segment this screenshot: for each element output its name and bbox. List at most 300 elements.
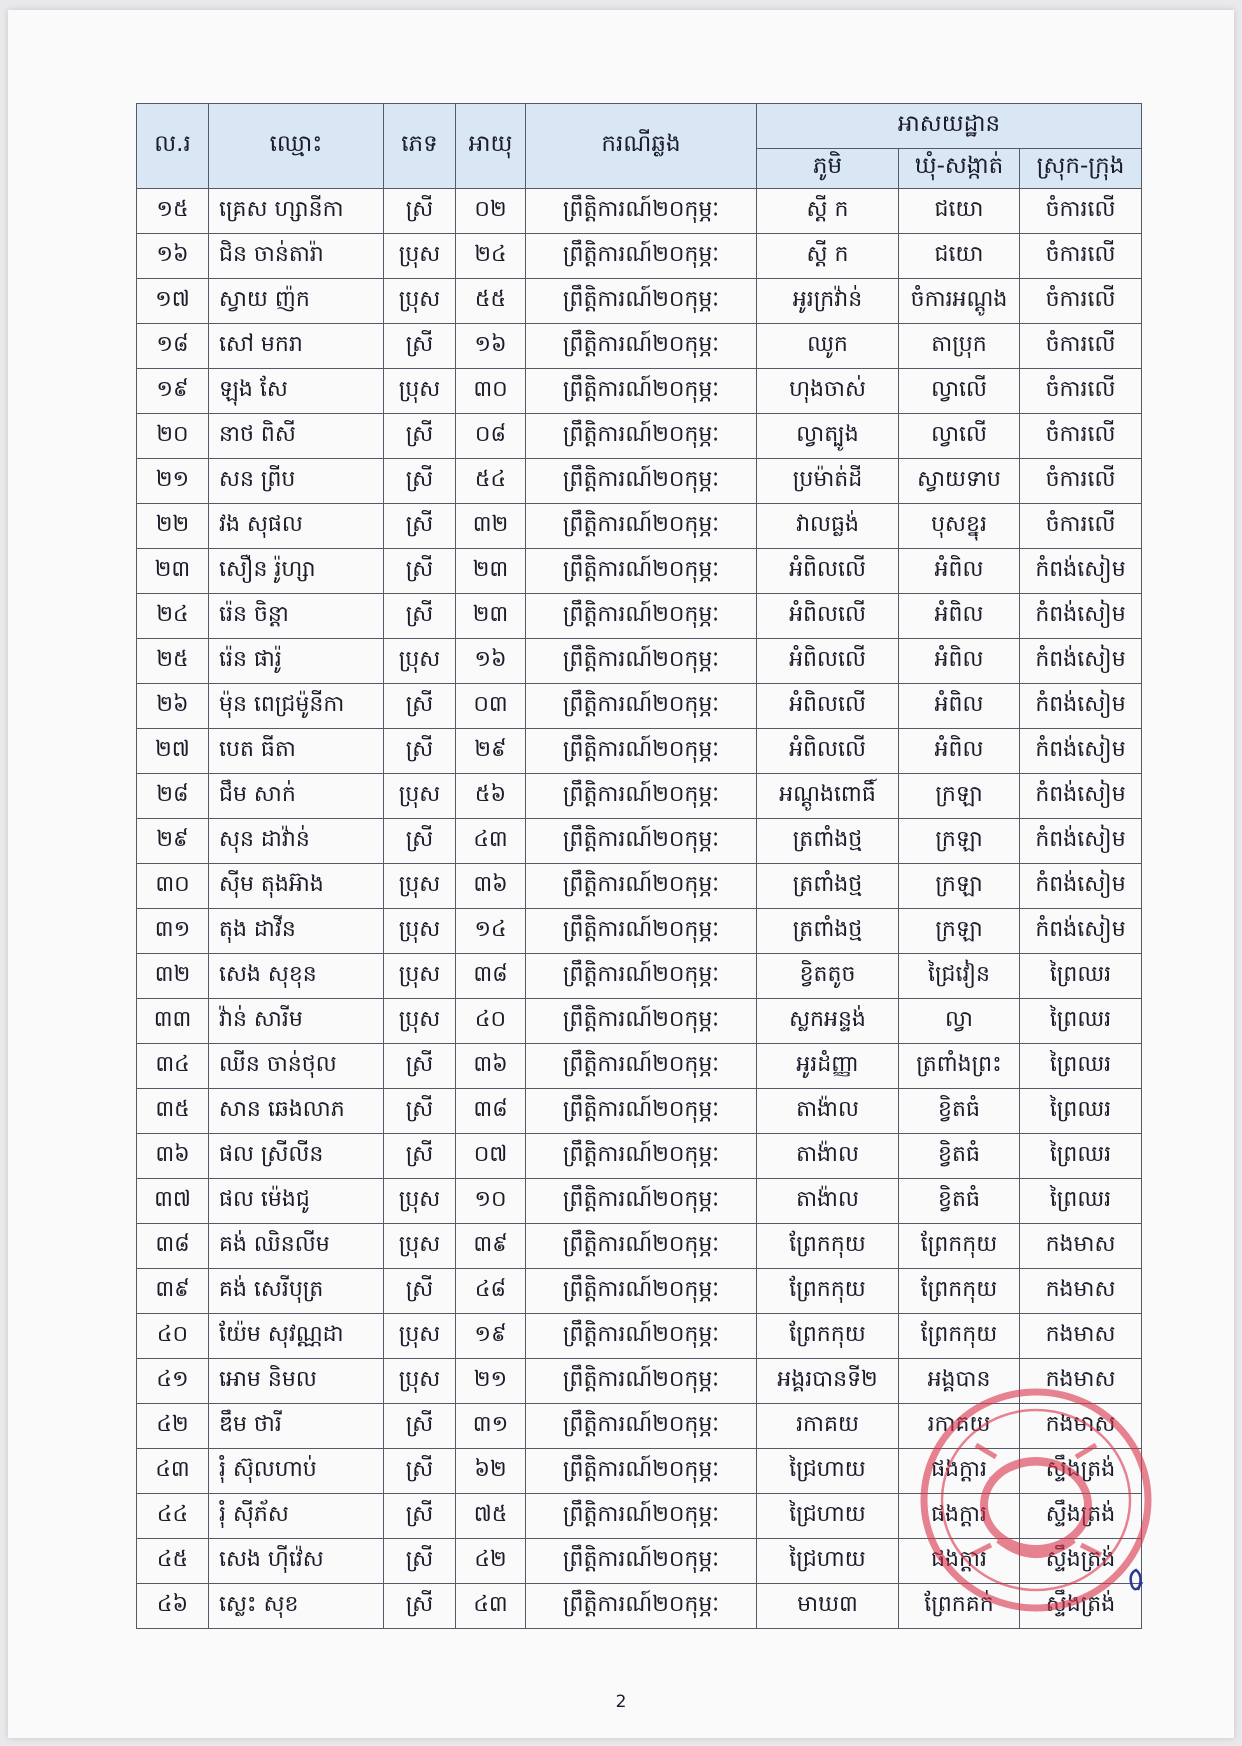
cell-case: ព្រឹត្តិការណ៍២០កុម្ភៈ [526, 999, 757, 1044]
document-page [8, 10, 1234, 1738]
cell-sex: ស្រី [384, 1494, 456, 1539]
cell-commune: ខ្វិតធំ [899, 1134, 1020, 1179]
cell-district: កងមាស [1020, 1269, 1142, 1314]
cell-commune: អំពិល [899, 549, 1020, 594]
cell-district: កងមាស [1020, 1224, 1142, 1269]
cell-age: ៤៨ [456, 1269, 526, 1314]
cell-commune: ល្វាលើ [899, 369, 1020, 414]
cell-village: អំពិលលើ [757, 729, 899, 774]
cell-age: ៣០ [456, 369, 526, 414]
cell-age: ៤៣ [456, 819, 526, 864]
cell-age: ៣១ [456, 1404, 526, 1449]
cell-commune: អំពិល [899, 594, 1020, 639]
cell-age: ២៤ [456, 234, 526, 279]
cell-no: ២១ [137, 459, 209, 504]
cell-case: ព្រឹត្តិការណ៍២០កុម្ភៈ [526, 1404, 757, 1449]
cell-sex: ស្រី [384, 1404, 456, 1449]
cell-district: ព្រៃឈរ [1020, 954, 1142, 999]
cell-district: កងមាស [1020, 1404, 1142, 1449]
cell-village: ត្រពាំងថ្ម [757, 819, 899, 864]
cell-case: ព្រឹត្តិការណ៍២០កុម្ភៈ [526, 1449, 757, 1494]
cell-no: ១៩ [137, 369, 209, 414]
cell-village: អំពិលលើ [757, 639, 899, 684]
table-row [137, 549, 1142, 594]
cell-district: ចំការលើ [1020, 189, 1142, 234]
cell-name: រ៉េន ផារ៉ូ [209, 639, 384, 684]
cell-village: ព្រែកកុយ [757, 1314, 899, 1359]
cell-village: វាលធ្លង់ [757, 504, 899, 549]
cell-no: ៣៩ [137, 1269, 209, 1314]
cell-case: ព្រឹត្តិការណ៍២០កុម្ភៈ [526, 594, 757, 639]
table-row [137, 324, 1142, 369]
cell-village: ព្រែកកុយ [757, 1269, 899, 1314]
cell-name: គ្រេស ហ្សានីកា [209, 189, 384, 234]
cell-no: ២៨ [137, 774, 209, 819]
cell-sex: ប្រុស [384, 369, 456, 414]
table-row [137, 369, 1142, 414]
table-row [137, 1179, 1142, 1224]
cell-name: វ៉ាន់ សារីម [209, 999, 384, 1044]
cell-name: បេត ធីតា [209, 729, 384, 774]
table-row [137, 639, 1142, 684]
cell-name: ឈីន ចាន់ថុល [209, 1044, 384, 1089]
cell-age: ៣៨ [456, 1089, 526, 1134]
cell-district: ចំការលើ [1020, 414, 1142, 459]
cell-commune: ស្វាយទាប [899, 459, 1020, 504]
cell-district: កំពង់សៀម [1020, 639, 1142, 684]
cell-commune: អង្គបាន [899, 1359, 1020, 1404]
table-row [137, 234, 1142, 279]
cell-commune: ក្រឡា [899, 819, 1020, 864]
cell-age: ៤២ [456, 1539, 526, 1584]
cell-name: គង់ ឈិនលីម [209, 1224, 384, 1269]
cell-case: ព្រឹត្តិការណ៍២០កុម្ភៈ [526, 1224, 757, 1269]
cell-age: ២១ [456, 1359, 526, 1404]
cell-no: ៣២ [137, 954, 209, 999]
cell-no: ៣៣ [137, 999, 209, 1044]
cell-age: ៣២ [456, 504, 526, 549]
cell-commune: អំពិល [899, 684, 1020, 729]
table-row [137, 1404, 1142, 1449]
cell-no: ៣៥ [137, 1089, 209, 1134]
cell-sex: ប្រុស [384, 954, 456, 999]
cell-sex: ស្រី [384, 324, 456, 369]
cell-commune: ជ្រៃវៀន [899, 954, 1020, 999]
cell-age: ០៣ [456, 684, 526, 729]
cell-village: អំពិលលើ [757, 594, 899, 639]
cell-district: កំពង់សៀម [1020, 729, 1142, 774]
cell-village: ឈូក [757, 324, 899, 369]
cell-name: ជឹម សាក់ [209, 774, 384, 819]
cell-no: ៤៥ [137, 1539, 209, 1584]
cell-case: ព្រឹត្តិការណ៍២០កុម្ភៈ [526, 234, 757, 279]
cell-age: ៥៤ [456, 459, 526, 504]
cell-case: ព្រឹត្តិការណ៍២០កុម្ភៈ [526, 819, 757, 864]
cell-village: អូរដំញ្ញា [757, 1044, 899, 1089]
cell-village: ហុងចាស់ [757, 369, 899, 414]
cell-sex: ប្រុស [384, 774, 456, 819]
cell-no: ២០ [137, 414, 209, 459]
cell-no: ២៩ [137, 819, 209, 864]
cell-case: ព្រឹត្តិការណ៍២០កុម្ភៈ [526, 504, 757, 549]
cell-commune: ព្រែកកុយ [899, 1314, 1020, 1359]
cell-name: សន ព្រីប [209, 459, 384, 504]
cell-age: ៣៦ [456, 864, 526, 909]
cell-name: ផល ម៉េងជូ [209, 1179, 384, 1224]
cell-sex: ស្រី [384, 684, 456, 729]
cell-name: ជិន ចាន់តារ៉ា [209, 234, 384, 279]
cell-district: ចំការលើ [1020, 324, 1142, 369]
cell-sex: ស្រី [384, 1044, 456, 1089]
cell-sex: ស្រី [384, 504, 456, 549]
table-row [137, 1134, 1142, 1179]
cell-no: ១៨ [137, 324, 209, 369]
cell-age: ១៤ [456, 909, 526, 954]
header-sex: ភេទ [384, 104, 456, 189]
cell-village: អូរក្រវ៉ាន់ [757, 279, 899, 324]
cell-case: ព្រឹត្តិការណ៍២០កុម្ភៈ [526, 324, 757, 369]
cell-name: នាថ ពិសី [209, 414, 384, 459]
cell-commune: ល្វាលើ [899, 414, 1020, 459]
table-row [137, 684, 1142, 729]
cell-village: ជ្រៃហាយ [757, 1539, 899, 1584]
cell-commune: ជយោ [899, 189, 1020, 234]
cell-sex: ស្រី [384, 189, 456, 234]
cell-name: យ៉ែម សុវណ្ណដា [209, 1314, 384, 1359]
cell-no: ២៤ [137, 594, 209, 639]
cell-sex: ប្រុស [384, 639, 456, 684]
cell-commune: ល្វា [899, 999, 1020, 1044]
cell-sex: ស្រី [384, 1449, 456, 1494]
cell-district: ព្រៃឈរ [1020, 1134, 1142, 1179]
cell-no: ៤៦ [137, 1584, 209, 1629]
cell-name: វង សុផល [209, 504, 384, 549]
table-row [137, 1449, 1142, 1494]
cell-commune: រកាគយ [899, 1404, 1020, 1449]
table-row [137, 279, 1142, 324]
cell-village: ត្រពាំងថ្ម [757, 864, 899, 909]
cell-village: អង្គរបានទី២ [757, 1359, 899, 1404]
cell-sex: ស្រី [384, 1089, 456, 1134]
table-row [137, 189, 1142, 234]
cell-commune: ត្រពាំងព្រះ [899, 1044, 1020, 1089]
table-row [137, 504, 1142, 549]
cell-no: ២៣ [137, 549, 209, 594]
cell-no: ៤០ [137, 1314, 209, 1359]
cell-no: ២២ [137, 504, 209, 549]
table-row [137, 819, 1142, 864]
cell-age: ៤៣ [456, 1584, 526, 1629]
cell-village: ស្តី ក [757, 189, 899, 234]
cell-commune: ខ្វិតធំ [899, 1179, 1020, 1224]
cell-age: ១៦ [456, 324, 526, 369]
cell-no: ៣៧ [137, 1179, 209, 1224]
cell-case: ព្រឹត្តិការណ៍២០កុម្ភៈ [526, 684, 757, 729]
cell-village: អំពិលលើ [757, 549, 899, 594]
cell-name: ឌឹម ថារី [209, 1404, 384, 1449]
table-row [137, 909, 1142, 954]
table-row [137, 864, 1142, 909]
cell-district: ចំការលើ [1020, 504, 1142, 549]
cell-commune: បុសខ្នុរ [899, 504, 1020, 549]
table-row [137, 1089, 1142, 1134]
cell-sex: ស្រី [384, 459, 456, 504]
cell-commune: តាប្រុក [899, 324, 1020, 369]
cell-age: ៧៥ [456, 1494, 526, 1539]
cell-village: រកាគយ [757, 1404, 899, 1449]
cell-sex: ប្រុស [384, 1224, 456, 1269]
cell-sex: ស្រី [384, 549, 456, 594]
cell-case: ព្រឹត្តិការណ៍២០កុម្ភៈ [526, 639, 757, 684]
table-body [137, 189, 1142, 1629]
cell-name: សុន ដាវ៉ាន់ [209, 819, 384, 864]
cell-age: ៣៦ [456, 1044, 526, 1089]
cell-case: ព្រឹត្តិការណ៍២០កុម្ភៈ [526, 1134, 757, 1179]
table-row [137, 414, 1142, 459]
cell-sex: ស្រី [384, 819, 456, 864]
header-no: ល.រ [137, 104, 209, 189]
cell-district: កំពង់សៀម [1020, 594, 1142, 639]
cell-district: ស្ទឹងត្រង់ [1020, 1584, 1142, 1629]
cell-district: ស្ទឹងត្រង់ [1020, 1449, 1142, 1494]
cell-age: ២៩ [456, 729, 526, 774]
cell-name: រុំ ស៊ុលហាប់ [209, 1449, 384, 1494]
cell-case: ព្រឹត្តិការណ៍២០កុម្ភៈ [526, 1314, 757, 1359]
cell-name: សៅ មករា [209, 324, 384, 369]
cell-sex: ប្រុស [384, 1359, 456, 1404]
cell-commune: ព្រែកកុយ [899, 1269, 1020, 1314]
cell-name: អោម និមល [209, 1359, 384, 1404]
cell-district: ព្រៃឈរ [1020, 1044, 1142, 1089]
cell-village: ខ្វិតតូច [757, 954, 899, 999]
cell-name: សាន ឆេងលាភ [209, 1089, 384, 1134]
cell-age: ០៨ [456, 414, 526, 459]
cell-no: ៣០ [137, 864, 209, 909]
cell-district: ព្រៃឈរ [1020, 1089, 1142, 1134]
cell-district: កងមាស [1020, 1359, 1142, 1404]
cell-district: ចំការលើ [1020, 279, 1142, 324]
cell-sex: ប្រុស [384, 909, 456, 954]
cell-age: ៤០ [456, 999, 526, 1044]
cell-age: ១០ [456, 1179, 526, 1224]
cell-village: តាង៉ាល [757, 1134, 899, 1179]
cell-no: ៣១ [137, 909, 209, 954]
cell-sex: ប្រុស [384, 999, 456, 1044]
table-row [137, 954, 1142, 999]
cell-sex: ប្រុស [384, 1179, 456, 1224]
cell-age: ៥៦ [456, 774, 526, 819]
cell-name: ផល ស្រីលីន [209, 1134, 384, 1179]
table-row [137, 1359, 1142, 1404]
cell-case: ព្រឹត្តិការណ៍២០កុម្ភៈ [526, 1494, 757, 1539]
cell-age: ៣៩ [456, 1224, 526, 1269]
table-row [137, 1494, 1142, 1539]
cell-commune: ក្រឡា [899, 909, 1020, 954]
cell-village: តាង៉ាល [757, 1089, 899, 1134]
cell-village: អំពិលលើ [757, 684, 899, 729]
cell-village: តាង៉ាល [757, 1179, 899, 1224]
cell-sex: ប្រុស [384, 234, 456, 279]
cell-district: កងមាស [1020, 1314, 1142, 1359]
cell-name: ស្វាយ ញ៉ក [209, 279, 384, 324]
cell-commune: ក្រឡា [899, 774, 1020, 819]
cell-name: សឿន រ៉ូហ្សា [209, 549, 384, 594]
cell-case: ព្រឹត្តិការណ៍២០កុម្ភៈ [526, 954, 757, 999]
cell-name: សេង សុខុន [209, 954, 384, 999]
cell-no: ២៦ [137, 684, 209, 729]
cell-no: ៣៤ [137, 1044, 209, 1089]
cell-sex: ស្រី [384, 1584, 456, 1629]
cell-district: កំពង់សៀម [1020, 549, 1142, 594]
table-row [137, 459, 1142, 504]
cell-village: ជ្រៃហាយ [757, 1449, 899, 1494]
cell-no: ៤១ [137, 1359, 209, 1404]
cell-sex: ស្រី [384, 594, 456, 639]
table-row [137, 1314, 1142, 1359]
cell-name: រ៉េន ចិន្តា [209, 594, 384, 639]
cell-age: ០២ [456, 189, 526, 234]
cell-no: ៣៨ [137, 1224, 209, 1269]
case-table [136, 103, 1142, 1629]
cell-district: ចំការលើ [1020, 234, 1142, 279]
cell-sex: ប្រុស [384, 864, 456, 909]
cell-commune: ជយោ [899, 234, 1020, 279]
cell-district: ស្ទឹងត្រង់ [1020, 1539, 1142, 1584]
cell-commune: ចំការអណ្តូង [899, 279, 1020, 324]
cell-village: ត្រពាំងថ្ម [757, 909, 899, 954]
cell-commune: ព្រែកកុយ [899, 1224, 1020, 1269]
cell-case: ព្រឹត្តិការណ៍២០កុម្ភៈ [526, 1179, 757, 1224]
cell-name: រុំ ស៊ីភ័ស [209, 1494, 384, 1539]
cell-village: មាឃ៣ [757, 1584, 899, 1629]
cell-name: ស៊ីម តុងអ៊ាង [209, 864, 384, 909]
header-village: ភូមិ [757, 149, 899, 189]
cell-age: ១៩ [456, 1314, 526, 1359]
cell-case: ព្រឹត្តិការណ៍២០កុម្ភៈ [526, 729, 757, 774]
header-address: អាសយដ្ឋាន [757, 104, 1142, 149]
cell-name: សេង ហ៊ីវ៉េស [209, 1539, 384, 1584]
cell-age: ៦២ [456, 1449, 526, 1494]
cell-village: ព្រែកកុយ [757, 1224, 899, 1269]
cell-case: ព្រឹត្តិការណ៍២០កុម្ភៈ [526, 414, 757, 459]
table-row [137, 774, 1142, 819]
cell-case: ព្រឹត្តិការណ៍២០កុម្ភៈ [526, 459, 757, 504]
cell-sex: ស្រី [384, 1134, 456, 1179]
cell-no: ៤៣ [137, 1449, 209, 1494]
cell-case: ព្រឹត្តិការណ៍២០កុម្ភៈ [526, 189, 757, 234]
cell-case: ព្រឹត្តិការណ៍២០កុម្ភៈ [526, 369, 757, 414]
cell-village: ស្លកអន្ទង់ [757, 999, 899, 1044]
cell-district: កំពង់សៀម [1020, 909, 1142, 954]
cell-village: ជ្រៃហាយ [757, 1494, 899, 1539]
cell-age: ០៧ [456, 1134, 526, 1179]
cell-no: ១៥ [137, 189, 209, 234]
cell-sex: ស្រី [384, 1539, 456, 1584]
cell-no: ៤២ [137, 1404, 209, 1449]
cell-district: ព្រៃឈរ [1020, 999, 1142, 1044]
cell-district: ចំការលើ [1020, 459, 1142, 504]
cell-case: ព្រឹត្តិការណ៍២០កុម្ភៈ [526, 1269, 757, 1314]
table-row [137, 1224, 1142, 1269]
cell-commune: ក្រឡា [899, 864, 1020, 909]
cell-district: កំពង់សៀម [1020, 819, 1142, 864]
cell-no: ១៦ [137, 234, 209, 279]
cell-case: ព្រឹត្តិការណ៍២០កុម្ភៈ [526, 1539, 757, 1584]
cell-sex: ស្រី [384, 414, 456, 459]
cell-no: ៤៤ [137, 1494, 209, 1539]
cell-district: កំពង់សៀម [1020, 684, 1142, 729]
cell-district: ព្រៃឈរ [1020, 1179, 1142, 1224]
table-row [137, 1539, 1142, 1584]
cell-name: ស្លេះ សុខ [209, 1584, 384, 1629]
cell-age: ៥៥ [456, 279, 526, 324]
cell-no: ២៧ [137, 729, 209, 774]
cell-case: ព្រឹត្តិការណ៍២០កុម្ភៈ [526, 1089, 757, 1134]
cell-case: ព្រឹត្តិការណ៍២០កុម្ភៈ [526, 1584, 757, 1629]
cell-name: គង់ សេរីបុត្រ [209, 1269, 384, 1314]
cell-sex: ប្រុស [384, 279, 456, 324]
cell-name: តុង ដាវីន [209, 909, 384, 954]
cell-no: ១៧ [137, 279, 209, 324]
cell-no: ៣៦ [137, 1134, 209, 1179]
cell-sex: ស្រី [384, 729, 456, 774]
header-case: ករណីឆ្លង [526, 104, 757, 189]
cell-case: ព្រឹត្តិការណ៍២០កុម្ភៈ [526, 1359, 757, 1404]
table-row [137, 999, 1142, 1044]
header-age: អាយុ [456, 104, 526, 189]
cell-village: ប្រម៉ាត់ដី [757, 459, 899, 504]
cell-case: ព្រឹត្តិការណ៍២០កុម្ភៈ [526, 909, 757, 954]
cell-commune: អំពិល [899, 639, 1020, 684]
cell-case: ព្រឹត្តិការណ៍២០កុម្ភៈ [526, 774, 757, 819]
cell-district: កំពង់សៀម [1020, 774, 1142, 819]
cell-district: ចំការលើ [1020, 369, 1142, 414]
cell-case: ព្រឹត្តិការណ៍២០កុម្ភៈ [526, 279, 757, 324]
table-header [137, 104, 1142, 189]
table-row [137, 1584, 1142, 1629]
cell-sex: ប្រុស [384, 1314, 456, 1359]
cell-no: ២៥ [137, 639, 209, 684]
table-row [137, 729, 1142, 774]
header-district: ស្រុក-ក្រុង [1020, 149, 1142, 189]
cell-commune: ផងក្តារ [899, 1494, 1020, 1539]
cell-name: ម៉ុន ពេជ្រម៉ូនីកា [209, 684, 384, 729]
cell-commune: ព្រែកគក់ [899, 1584, 1020, 1629]
cell-commune: ខ្វិតធំ [899, 1089, 1020, 1134]
table-row [137, 1269, 1142, 1314]
cell-village: ស្តី ក [757, 234, 899, 279]
cell-case: ព្រឹត្តិការណ៍២០កុម្ភៈ [526, 864, 757, 909]
cell-commune: អំពិល [899, 729, 1020, 774]
cell-age: ៣៨ [456, 954, 526, 999]
cell-age: ២៣ [456, 549, 526, 594]
table-row [137, 1044, 1142, 1089]
cell-case: ព្រឹត្តិការណ៍២០កុម្ភៈ [526, 549, 757, 594]
cell-sex: ស្រី [384, 1269, 456, 1314]
cell-name: ឡុង សែ [209, 369, 384, 414]
table-row [137, 594, 1142, 639]
cell-village: ល្វាត្បូង [757, 414, 899, 459]
cell-age: ២៣ [456, 594, 526, 639]
page-number: 2 [615, 1692, 627, 1712]
cell-district: ស្ទឹងត្រង់ [1020, 1494, 1142, 1539]
cell-district: កំពង់សៀម [1020, 864, 1142, 909]
header-commune: ឃុំ-សង្កាត់ [899, 149, 1020, 189]
header-name: ឈ្មោះ [209, 104, 384, 189]
cell-commune: ផងក្តារ [899, 1539, 1020, 1584]
cell-commune: ផងក្តារ [899, 1449, 1020, 1494]
cell-village: អណ្តូងពោធិ៍ [757, 774, 899, 819]
